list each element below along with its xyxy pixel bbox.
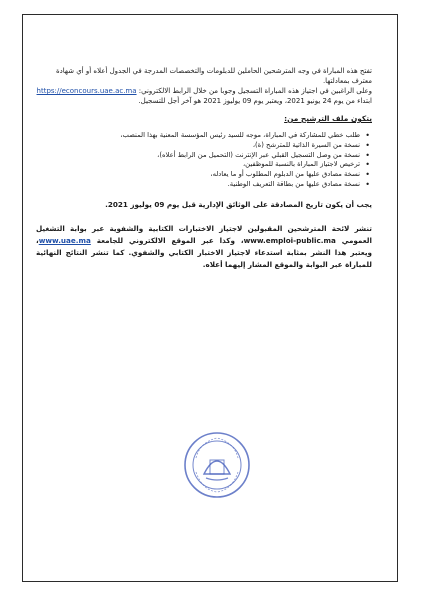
publication-notice (36, 223, 372, 271)
list-item: • نسخة من السيرة الذاتية للمترشح (ة)، (36, 141, 360, 151)
registration-text: وعلى الراغبين في اجتياز هذه المباراة التسجيل وجوبا من خلال الرابط الالكتروني: (138, 87, 372, 95)
intro-line-4: ابتداء من يوم 24 يونيو 2021، ويعتبر يوم 09 يوليوز 2021 هو آخر أجل للتسجيل. (138, 97, 372, 105)
deadline-notice: يجب أن يكون تاريخ المصادقة على الوثائق الإدارية قبل يوم 09 يوليوز 2021. (105, 199, 372, 209)
registration-link[interactable]: https://econcours.uae.ac.ma (36, 87, 137, 95)
list-item: • نسخة مصادق عليها من بطاقة التعريف الوطنية. (36, 180, 360, 190)
intro-line-2: معترف بمعادلتها. (322, 77, 372, 85)
intro-line-1: تفتح هذه المباراة في وجه المترشحين الحاملين للدبلومات والتخصصات المدرجة في الجدول أعلاه أو أي شهادة (55, 67, 372, 75)
university-seal-stamp (182, 430, 252, 500)
document-body (36, 66, 372, 271)
list-item: • نسخة من وصل التسجيل القبلي عبر الإنترنت (التحميل من الرابط أعلاه)، (36, 151, 360, 161)
portal-link[interactable]: www.emploi-public.ma (243, 235, 336, 245)
list-item: • نسخة مصادق عليها من الدبلوم المطلوب أو ما يعادله، (36, 170, 360, 180)
publication-text-1: تنشر لائحة المترشحين المقبولين لاجتياز الاختبارات الكتابية والشفوية عبر بوابة التشغيل العمومي (36, 223, 372, 245)
intro-line-3 (36, 86, 372, 96)
list-item: • ترخيص لاجتياز المباراة بالنسبة للموظفين، (36, 160, 360, 170)
publication-text-2: ، وكذا عبر الموقع الالكتروني للجامعة (96, 235, 244, 245)
file-heading: يتكون ملف الترشيح من: (284, 114, 372, 123)
university-site-link[interactable]: www.uae.ma (38, 235, 91, 245)
publication-text-3: ، ويعتبر هذا النشر بمثابة استدعاء لاجتياز الاختبار الكتابي والشفوي. كما تنشر النتائج النهائية للمباراة عبر البوابة والموقع المشار إليهما أعلاه. (36, 235, 372, 269)
list-item: • طلب خطي للمشاركة في المباراة، موجه للسيد رئيس المؤسسة المعنية بهذا المنصب، (36, 131, 360, 141)
file-items-list (36, 131, 372, 190)
